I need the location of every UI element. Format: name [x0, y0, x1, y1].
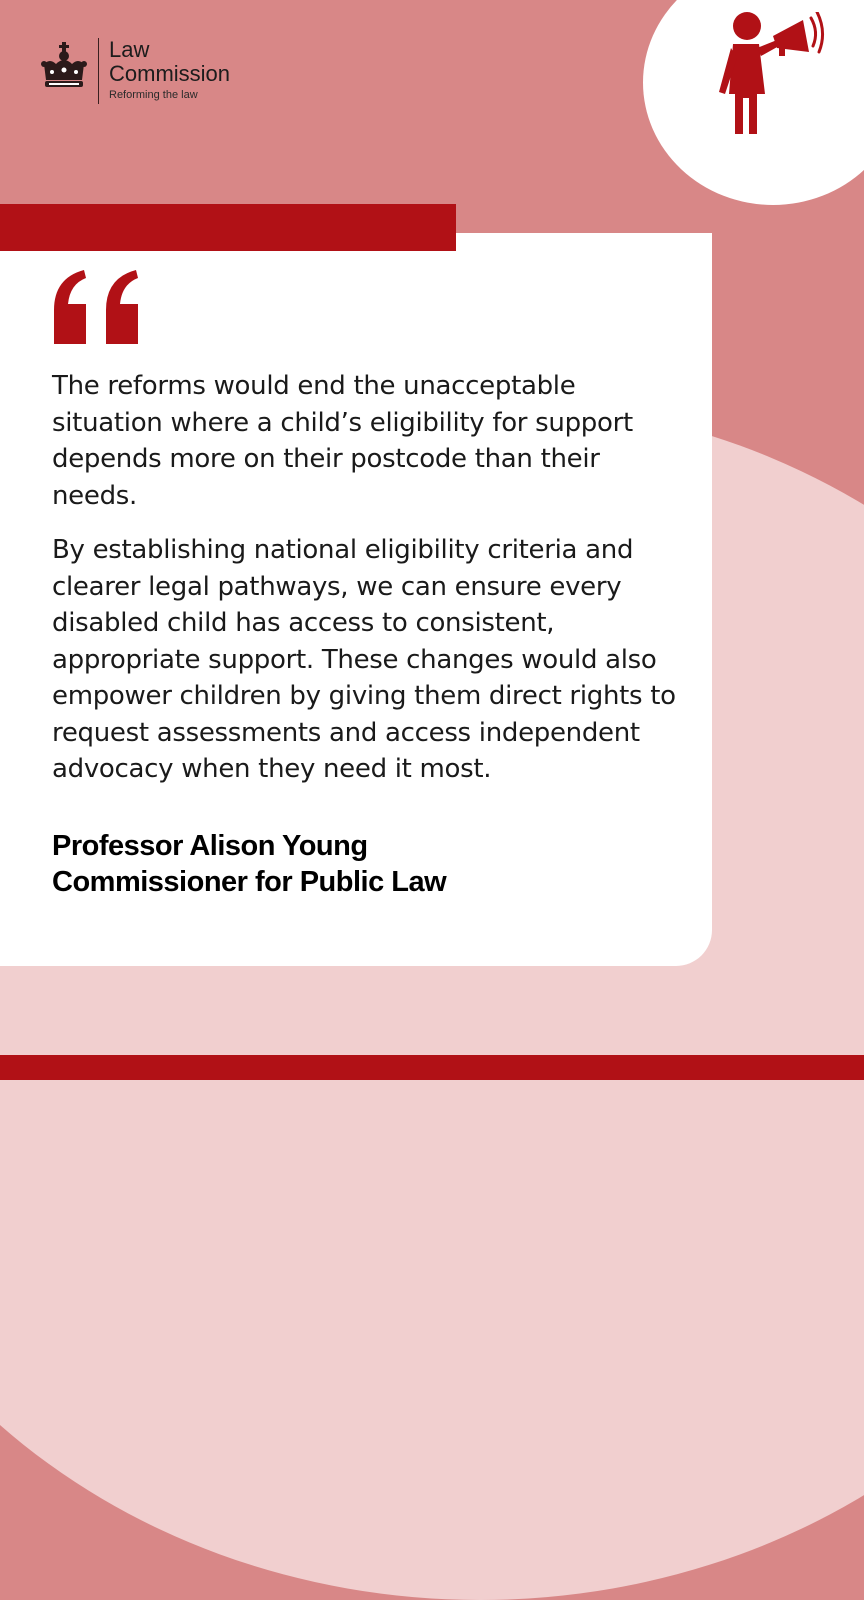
- quote-paragraph-1: The reforms would end the unacceptable situation where a child’s eligibility for support depends more on their postcode than their needs.: [52, 371, 633, 511]
- bottom-red-bar: [0, 1055, 864, 1080]
- attribution: [52, 828, 446, 900]
- header-icon-circle: [643, 0, 864, 205]
- quote-open-icon: [52, 270, 144, 350]
- logo-name-line1: Law: [109, 37, 150, 62]
- person-megaphone-icon: [707, 12, 827, 152]
- logo-text: [109, 38, 230, 101]
- logo-name-line2: Commission: [109, 61, 231, 86]
- accent-red-bar: [0, 204, 456, 251]
- quote-body: [52, 368, 692, 806]
- quote-paragraph-2: By establishing national eligibility criteria and clearer legal pathways, we can ensure every disabled child has access to consistent, appropriate support. These changes would also empower children by giving them direct rights to request assessments and access independent advocacy when they need it most.: [52, 535, 676, 784]
- logo-divider: [98, 38, 99, 104]
- attribution-name: Professor Alison Young: [52, 830, 368, 862]
- law-commission-logo: [40, 38, 230, 104]
- attribution-role: Commissioner for Public Law: [52, 866, 447, 898]
- logo-tagline: Reforming the law: [109, 89, 198, 101]
- crown-icon: [40, 42, 88, 94]
